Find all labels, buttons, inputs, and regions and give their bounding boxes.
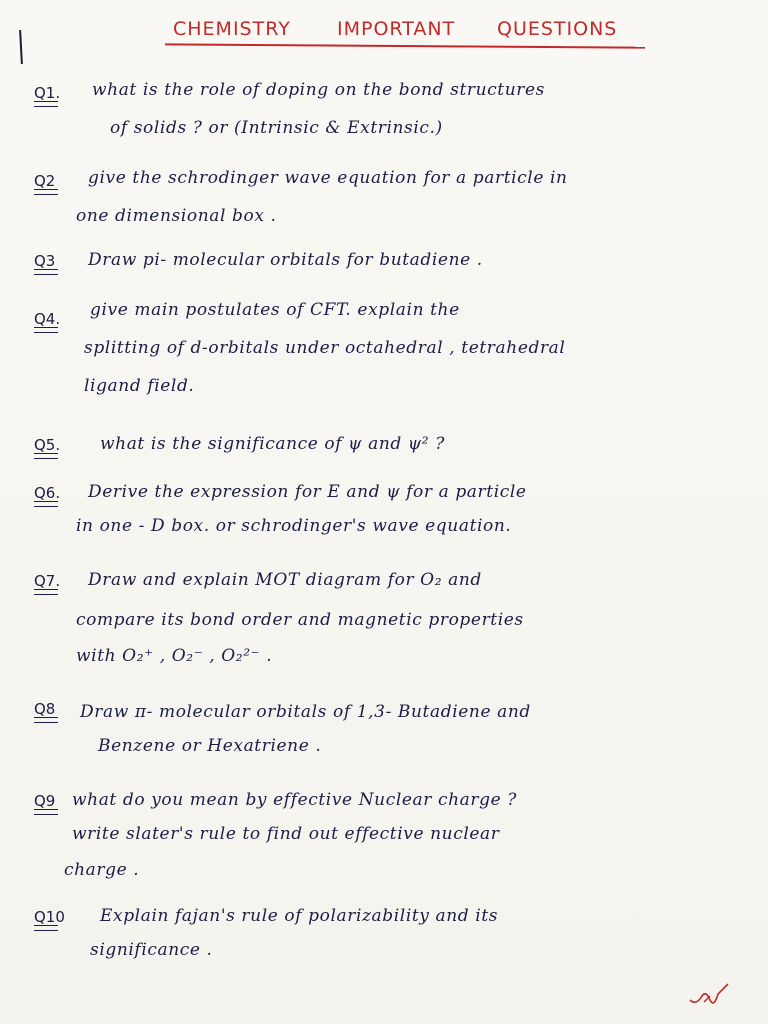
question-line: Draw π- molecular orbitals of 1,3- Butadiene and (80, 702, 531, 722)
question-line: splitting of d-orbitals under octahedral , tetrahedral (84, 338, 566, 358)
question-line: give main postulates of CFT. explain the (90, 300, 460, 320)
question-number: Q4. (34, 310, 61, 328)
signature-mark (688, 982, 738, 1012)
question-line: charge . (64, 860, 140, 880)
question-line: what do you mean by effective Nuclear charge ? (72, 790, 518, 810)
question-line: what is the significance of ψ and ψ² ? (100, 434, 445, 454)
question-line: one dimensional box . (76, 206, 277, 226)
question-line: compare its bond order and magnetic properties (76, 610, 524, 630)
question-number: Q2 (34, 172, 56, 190)
question-number: Q5. (34, 436, 61, 454)
question-number: Q8 (34, 700, 56, 718)
question-line: what is the role of doping on the bond structures (92, 80, 545, 100)
question-line: of solids ? or (Intrinsic & Extrinsic.) (110, 118, 443, 138)
question-number: Q7. (34, 572, 61, 590)
question-line: Draw and explain MOT diagram for O₂ and (88, 570, 482, 590)
question-line: write slater's rule to find out effective nuclear (72, 824, 500, 844)
question-line: with O₂⁺ , O₂⁻ , O₂²⁻ . (76, 646, 273, 666)
question-line: Explain fajan's rule of polarizability and its (100, 906, 499, 926)
question-number: Q6. (34, 484, 61, 502)
title-underline (165, 43, 645, 48)
question-line: Derive the expression for E and ψ for a particle (88, 482, 527, 502)
title-word-important: IMPORTANT (337, 18, 456, 40)
question-number: Q1. (34, 84, 61, 102)
question-line: give the schrodinger wave equation for a particle in (88, 168, 568, 188)
question-number: Q9 (34, 792, 56, 810)
title-word-questions: QUESTIONS (497, 18, 618, 40)
margin-mark (19, 30, 23, 64)
question-line: significance . (90, 940, 213, 960)
question-line: in one - D box. or schrodinger's wave equation. (76, 516, 512, 536)
question-line: ligand field. (84, 376, 195, 396)
question-number: Q10 (34, 908, 65, 926)
question-number: Q3 (34, 252, 56, 270)
page-title (165, 14, 645, 48)
title-word-chemistry: CHEMISTRY (173, 18, 291, 40)
question-line: Draw pi- molecular orbitals for butadiene . (88, 250, 483, 270)
question-line: Benzene or Hexatriene . (98, 736, 322, 756)
